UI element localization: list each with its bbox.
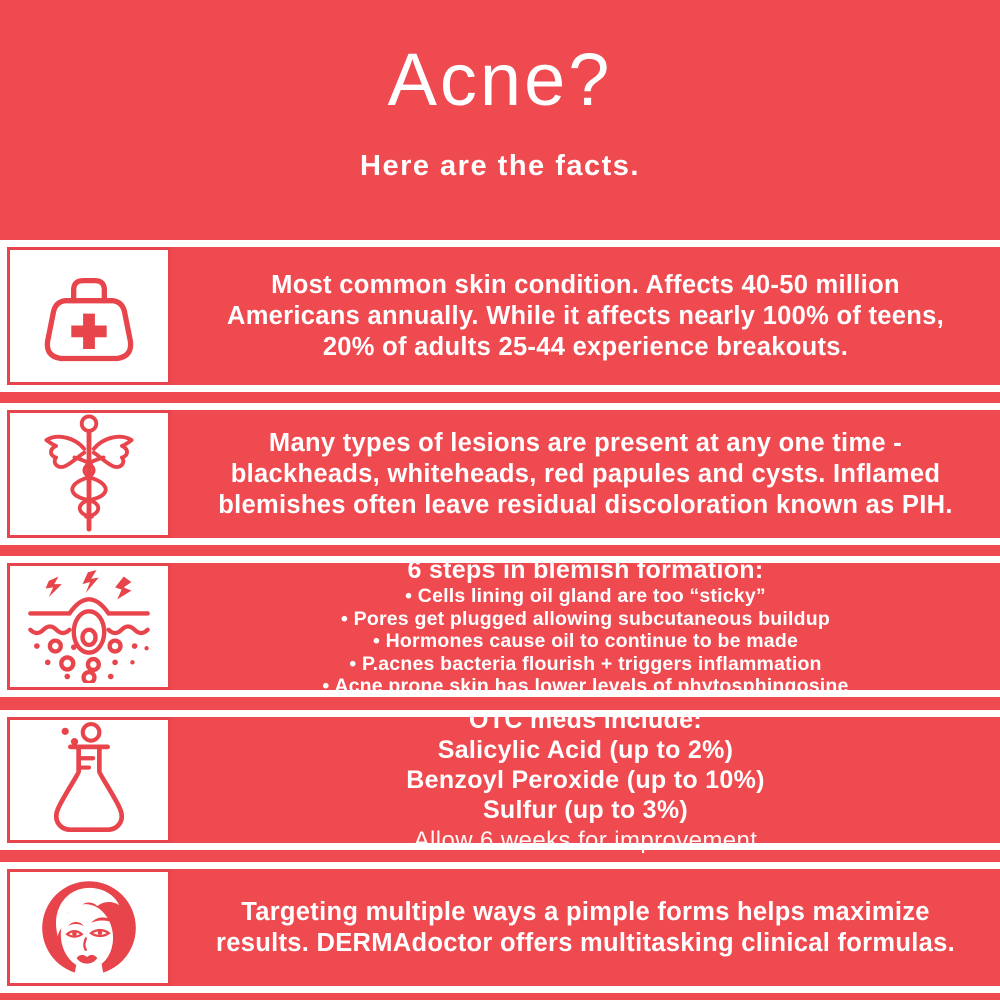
- blemish-formation-icon: [26, 570, 152, 683]
- medical-bag-icon: [30, 261, 148, 371]
- row-text: [171, 556, 1000, 698]
- row-text: [171, 247, 1000, 385]
- fact-line: Targeting multiple ways a pimple forms helps maximize: [241, 897, 930, 926]
- fact-line: 20% of adults 25-44 experience breakouts.: [322, 332, 849, 361]
- fact-row-dermadoctor: [0, 862, 1000, 993]
- row-bullet: • Cells lining oil gland are too “sticky”: [405, 585, 766, 608]
- row-bullet: • Acne prone skin has lower levels of phytosphingosine: [322, 675, 849, 698]
- fact-line: Americans annually. While it affects nearly 100% of teens,: [226, 301, 944, 330]
- page-subtitle: Here are the facts.: [360, 150, 640, 182]
- header-section: [0, 0, 1000, 240]
- fact-row-prevalence: [0, 240, 1000, 392]
- row-text: [171, 705, 1000, 854]
- fact-line: Sulfur (up to 3%): [482, 795, 689, 824]
- caduceus-icon: [33, 413, 145, 535]
- fact-line: Benzoyl Peroxide (up to 10%): [406, 765, 765, 794]
- fact-line: Most common skin condition. Affects 40-50 million: [271, 270, 900, 299]
- fact-row-lesions: [0, 403, 1000, 545]
- row-icon-cell: [7, 717, 171, 843]
- row-bullet: • Pores get plugged allowing subcutaneous buildup: [341, 607, 830, 630]
- row-icon-cell: [7, 410, 171, 538]
- dermadoctor-face-logo-icon: [37, 876, 141, 980]
- row-text: [171, 869, 1000, 986]
- fact-row-otc-meds: [0, 705, 1000, 854]
- fact-line: results. DERMAdoctor offers multitasking clinical formulas.: [216, 928, 955, 957]
- row-bullet: • P.acnes bacteria flourish + triggers inflammation: [349, 652, 822, 675]
- row-note: Allow 6 weeks for improvement: [413, 826, 758, 854]
- row-heading: 6 steps in blemish formation:: [407, 556, 764, 585]
- row-icon-cell: [7, 869, 171, 986]
- fact-line: blackheads, whiteheads, red papules and cysts. Inflamed: [230, 459, 941, 488]
- row-text: [171, 410, 1000, 538]
- fact-row-blemish-steps: [0, 556, 1000, 697]
- row-bullet: • Hormones cause oil to continue to be made: [373, 630, 798, 653]
- fact-line: Salicylic Acid (up to 2%): [437, 735, 734, 764]
- fact-line: Many types of lesions are present at any one time -: [268, 428, 903, 457]
- page-title: Acne?: [387, 38, 613, 121]
- row-icon-cell: [7, 563, 171, 690]
- row-heading: OTC meds include:: [469, 705, 702, 734]
- fact-line: blemishes often leave residual discoloration known as PIH.: [218, 490, 953, 519]
- flask-icon: [37, 722, 141, 838]
- row-icon-cell: [7, 247, 171, 385]
